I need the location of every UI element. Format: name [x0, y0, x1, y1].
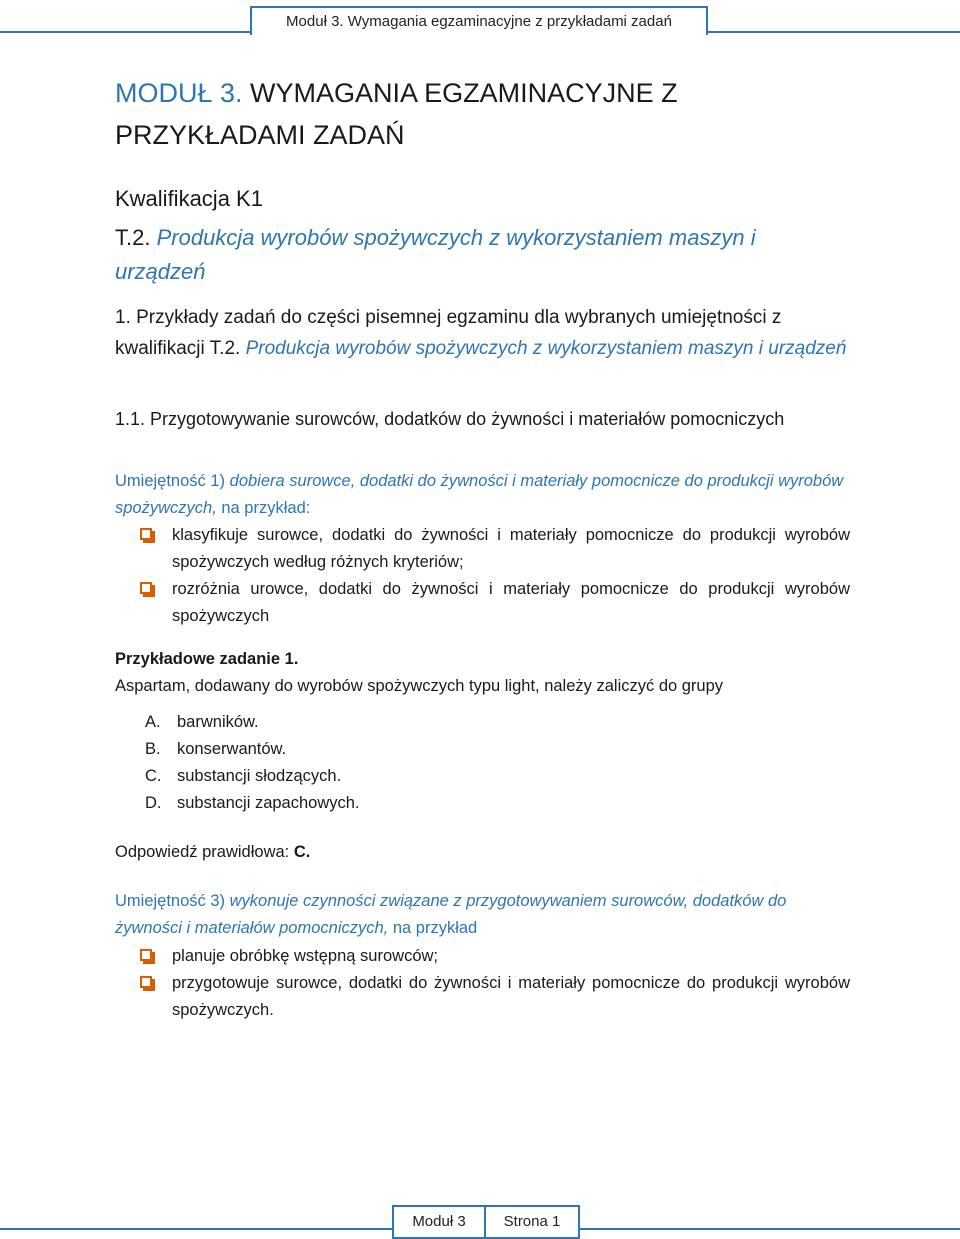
qualification-title: Produkcja wyrobów spożywczych z wykorzystaniem maszyn i urządzeń — [115, 225, 756, 284]
answer-option — [145, 736, 286, 763]
page-title — [115, 72, 855, 156]
list-item-text: klasyfikuje surowce, dodatki do żywności i materiały pomocnicze do produkcji wyrobów spożywczych według różnych kryteriów; — [172, 526, 850, 571]
skill-3-description — [115, 888, 850, 942]
answer-option — [145, 790, 360, 817]
answer-value: C. — [293, 843, 311, 861]
skill-1-suffix: na przykład: — [221, 499, 311, 517]
skill-3-italic: wykonuje czynności związane z przygotowywaniem surowców, dodatków do żywności i materiałów pomocniczych, — [115, 892, 787, 937]
option-letter: A. — [145, 713, 161, 731]
checkbox-bullet-icon — [140, 949, 152, 961]
skill-1-prefix: Umiejętność 1) — [115, 472, 226, 490]
option-letter: B. — [145, 740, 161, 758]
option-text: konserwantów. — [177, 740, 287, 758]
header-rule-right — [706, 31, 960, 33]
subsection-heading: 1.1. Przygotowywanie surowców, dodatków do żywności i materiałów pomocniczych — [115, 409, 785, 429]
answer-option — [145, 709, 259, 736]
list-item — [140, 522, 850, 576]
option-letter: C. — [145, 767, 162, 785]
option-text: substancji słodzących. — [177, 767, 342, 785]
qualification-code: T.2. — [115, 225, 151, 250]
list-item-text: rozróżnia urowce, dodatki do żywności i materiały pomocnicze do produkcji wyrobów spożywczych — [172, 580, 850, 625]
skill-3-suffix: na przykład — [392, 919, 478, 937]
list-item — [140, 943, 850, 970]
answer-option — [145, 763, 341, 790]
footer-module: Moduł 3 — [392, 1205, 486, 1239]
skill-3-prefix: Umiejętność 3) — [115, 892, 226, 910]
header-rule-left — [0, 31, 250, 33]
skill-1-italic: dobiera surowce, dodatki do żywności i materiały pomocnicze do produkcji wyrobów spożywczych, — [115, 472, 844, 517]
running-header: Moduł 3. Wymagania egzaminacyjne z przykładami zadań — [250, 6, 708, 35]
option-text: substancji zapachowych. — [177, 794, 360, 812]
option-letter: D. — [145, 794, 162, 812]
section-heading-text: 1. Przykłady zadań do części pisemnej egzaminu dla wybranych umiejętności z kwalifikacji T.2. — [115, 307, 782, 359]
section-heading — [115, 302, 850, 364]
qualification-name — [115, 221, 835, 289]
correct-answer — [115, 839, 850, 866]
footer-page-number: Strona 1 — [484, 1205, 580, 1239]
list-item — [140, 576, 850, 630]
qualification-label: Kwalifikacja K1 — [115, 186, 263, 211]
option-text: barwników. — [177, 713, 259, 731]
checkbox-bullet-icon — [140, 976, 152, 988]
checkbox-bullet-icon — [140, 528, 152, 540]
skill-1-description — [115, 468, 850, 522]
section-heading-italic: Produkcja wyrobów spożywczych z wykorzystaniem maszyn i urządzeń — [245, 338, 847, 359]
list-item-text: planuje obróbkę wstępną surowców; — [172, 947, 438, 965]
checkbox-bullet-icon — [140, 582, 152, 594]
title-module-number: MODUŁ 3. — [115, 78, 243, 108]
list-item — [140, 970, 850, 1024]
list-item-text: przygotowuje surowce, dodatki do żywności i materiały pomocnicze do produkcji wyrobów spożywczych. — [172, 974, 850, 1019]
answer-label: Odpowiedź prawidłowa: — [115, 843, 290, 861]
title-text: WYMAGANIA EGZAMINACYJNE Z PRZYKŁADAMI ZADAŃ — [115, 78, 678, 150]
task-question: Aspartam, dodawany do wyrobów spożywczych typu light, należy zaliczyć do grupy — [115, 677, 724, 695]
task-label: Przykładowe zadanie 1. — [115, 650, 299, 668]
